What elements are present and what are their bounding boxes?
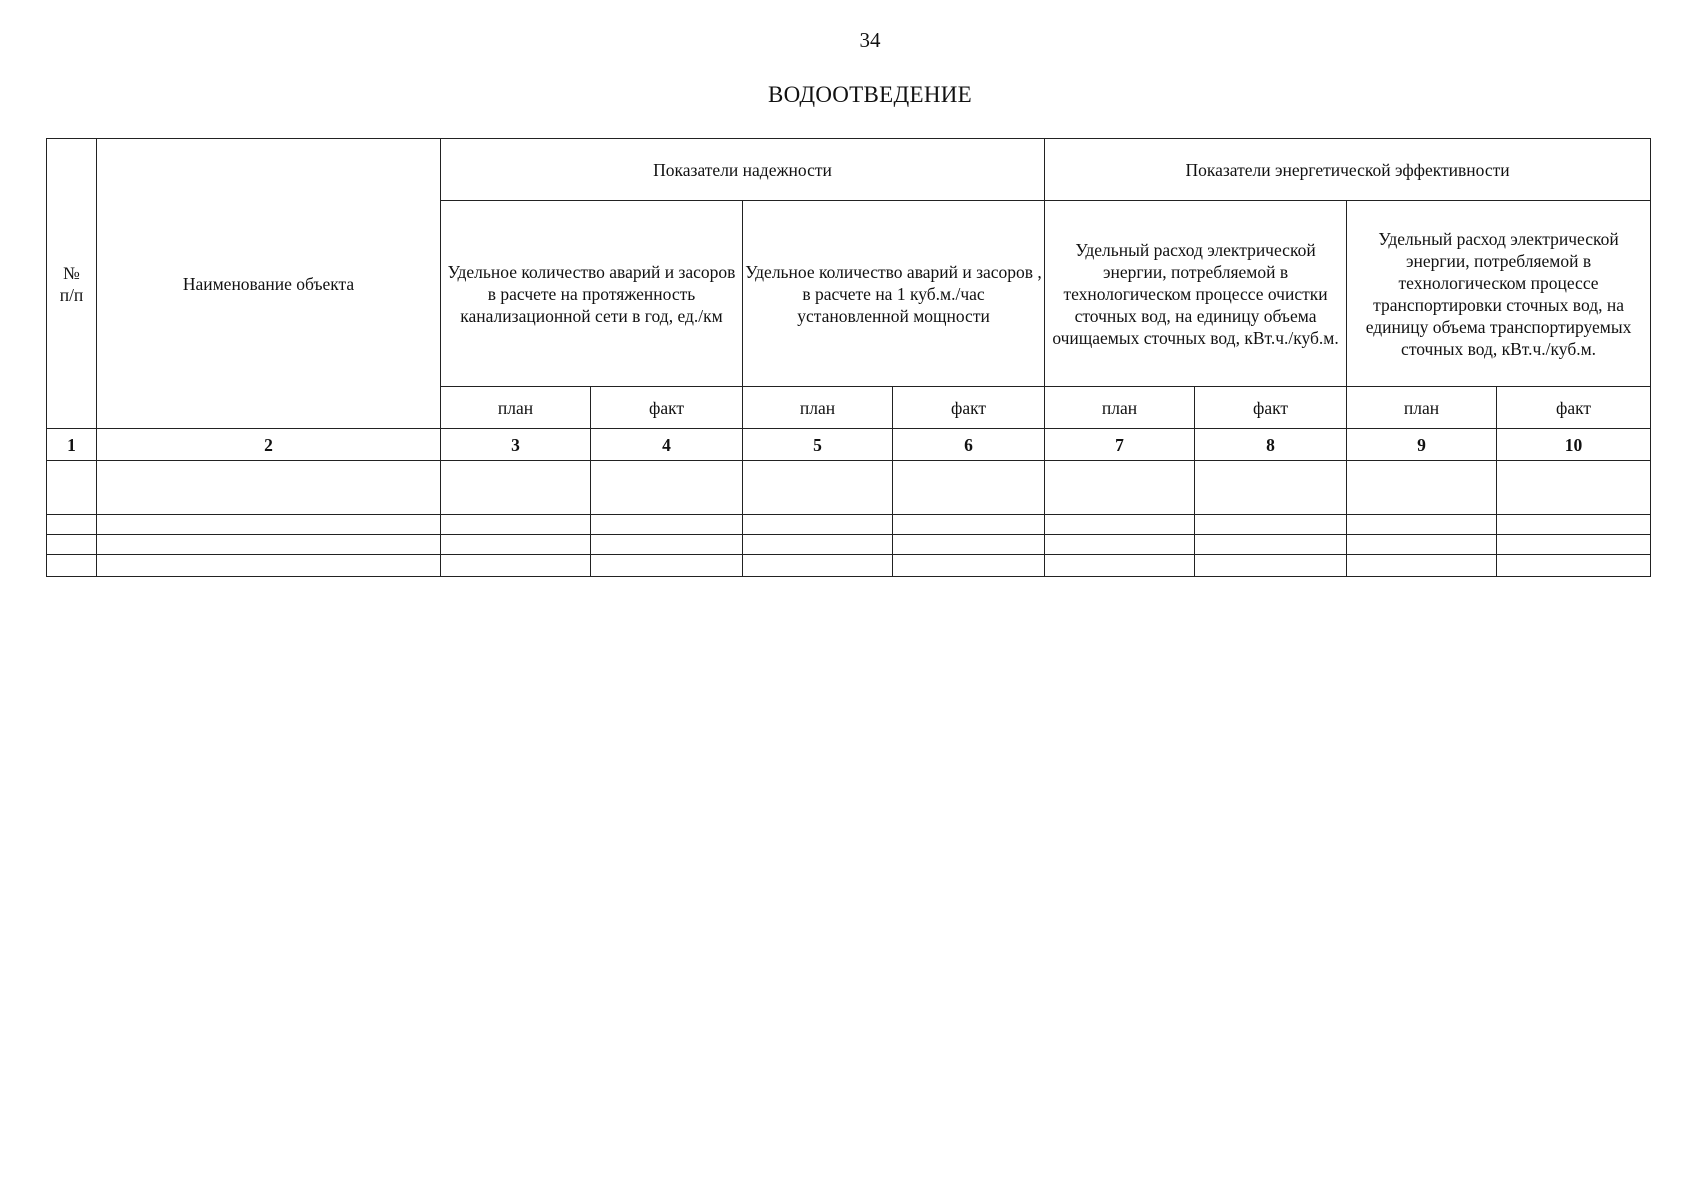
table-cell [97,515,441,535]
table-cell [743,461,893,515]
column-index-row [47,429,1651,461]
header-accidents-per-km-label: Удельное количество аварий и засоров в расчете на протяженность канализационной сети в год, ед./км [447,261,736,326]
header-plan: план [1045,387,1195,429]
table-cell [1497,535,1651,555]
table-cell [1195,515,1347,535]
header-accidents-per-capacity-label: Удельное количество аварий и засоров , в расчете на 1 куб.м./час установленной мощности [745,261,1042,326]
header-reliability: Показатели надежности [441,139,1045,201]
header-object-name: Наименование объекта [97,139,441,429]
header-energy-efficiency: Показатели энергетической эффективности [1045,139,1651,201]
table-cell [1497,555,1651,577]
column-index: 3 [441,429,591,461]
table-row [47,515,1651,535]
table-cell [1195,535,1347,555]
table-cell [743,535,893,555]
document-title: ВОДООТВЕДЕНИЕ [767,82,973,107]
page-number: 34 [859,28,881,52]
column-index: 1 [47,429,97,461]
table-row [47,461,1651,515]
header-fact: факт [591,387,743,429]
header-number-label: № п/п [59,262,84,305]
table-cell [591,535,743,555]
table-cell [1045,461,1195,515]
table-cell [1497,515,1651,535]
table-cell [441,461,591,515]
table-cell [591,555,743,577]
table-cell [47,535,97,555]
table-cell [441,515,591,535]
column-index: 6 [893,429,1045,461]
indicators-table [46,138,1651,577]
header-plan: план [441,387,591,429]
header-energy-treatment [1045,201,1347,387]
column-index: 5 [743,429,893,461]
table-row [47,555,1651,577]
table-cell [1045,535,1195,555]
column-index: 2 [97,429,441,461]
table-cell [97,461,441,515]
table-cell [1347,555,1497,577]
header-plan: план [1347,387,1497,429]
table-cell [893,555,1045,577]
column-index: 8 [1195,429,1347,461]
column-index: 7 [1045,429,1195,461]
column-index: 9 [1347,429,1497,461]
table-cell [97,535,441,555]
header-fact: факт [893,387,1045,429]
table-cell [47,555,97,577]
table-cell [441,555,591,577]
header-energy-transport [1347,201,1651,387]
header-energy-treatment-label: Удельный расход электрической энергии, потребляемой в технологическом процессе очистки сточных вод, на единицу объема очищаемых сточных вод, кВт.ч./куб.м. [1052,239,1339,348]
table-cell [743,515,893,535]
table-cell [441,535,591,555]
column-index: 4 [591,429,743,461]
table-cell [1347,461,1497,515]
table-cell [47,515,97,535]
table-cell [743,555,893,577]
table-cell [1045,555,1195,577]
table-cell [893,515,1045,535]
table-cell [1195,555,1347,577]
header-row-groups [47,139,1651,201]
header-plan: план [743,387,893,429]
header-number [47,139,97,429]
table-cell [1195,461,1347,515]
table-cell [893,535,1045,555]
table-cell [1347,515,1497,535]
table-cell [591,515,743,535]
table-cell [893,461,1045,515]
table-row [47,535,1651,555]
table-cell [1347,535,1497,555]
header-fact: факт [1195,387,1347,429]
column-index: 10 [1497,429,1651,461]
header-fact: факт [1497,387,1651,429]
table-cell [47,461,97,515]
header-accidents-per-capacity [743,201,1045,387]
header-energy-transport-label: Удельный расход электрической энергии, потребляемой в технологическом процессе транспортировки сточных вод, на единицу объема транспортируемых сточных вод, кВт.ч./куб.м. [1365,228,1632,359]
table-cell [97,555,441,577]
table-cell [1497,461,1651,515]
table-cell [1045,515,1195,535]
header-accidents-per-km [441,201,743,387]
table-cell [591,461,743,515]
